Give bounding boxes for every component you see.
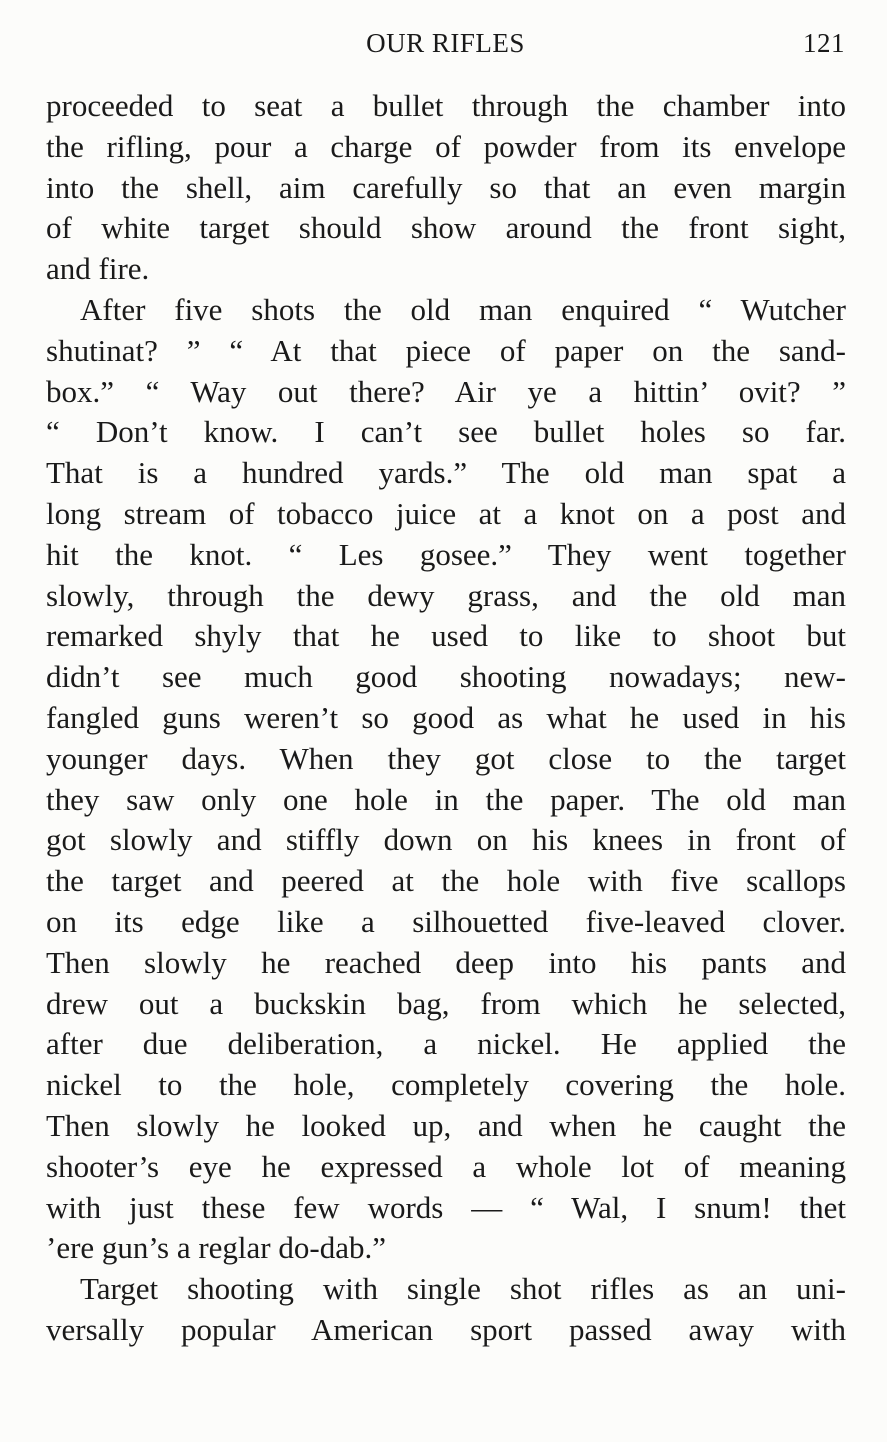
text-line: they saw only one hole in the paper. The old man [46, 781, 846, 817]
text-line: shooter’s eye he expressed a whole lot of meaning [46, 1148, 846, 1184]
text-line: and fire. [46, 251, 150, 287]
text-line: hit the knot. “ Les gosee.” They went together [46, 536, 846, 572]
running-title: OUR RIFLES [366, 28, 525, 58]
text-line: the target and peered at the hole with five scallops [46, 863, 846, 899]
text-line: got slowly and stiffly down on his knees in front of [46, 822, 846, 858]
text-line: ’ere gun’s a reglar do-dab.” [46, 1230, 386, 1266]
text-line: proceeded to seat a bullet through the chamber into [46, 88, 846, 123]
text-line: after due deliberation, a nickel. He applied the [46, 1026, 846, 1062]
text-line: versally popular American sport passed away with [46, 1311, 846, 1347]
body-text [46, 86, 846, 1351]
text-line: shutinat? ” “ At that piece of paper on the sand- [46, 332, 846, 368]
text-line: drew out a buckskin bag, from which he selected, [46, 985, 846, 1021]
text-line: of white target should show around the front sight, [46, 210, 846, 246]
text-line: Then slowly he looked up, and when he caught the [46, 1107, 846, 1143]
text-line: into the shell, aim carefully so that an even margin [46, 169, 846, 205]
paragraph-3 [46, 1269, 846, 1351]
text-line: on its edge like a silhouetted five-leaved clover. [46, 903, 846, 939]
text-line: Target shooting with single shot rifles as an uni- [80, 1271, 846, 1307]
text-line: “ Don’t know. I can’t see bullet holes so far. [46, 414, 846, 450]
paragraph-1 [46, 86, 846, 290]
text-line: That is a hundred yards.” The old man spat a [46, 455, 846, 491]
text-line: long stream of tobacco juice at a knot on a post and [46, 495, 846, 531]
page-number: 121 [803, 28, 845, 58]
text-line: box.” “ Way out there? Air ye a hittin’ ovit? ” [46, 373, 846, 409]
running-head [46, 28, 845, 68]
text-line: Then slowly he reached deep into his pants and [46, 944, 846, 980]
text-line: didn’t see much good shooting nowadays; new- [46, 659, 846, 695]
text-line: remarked shyly that he used to like to shoot but [46, 618, 846, 654]
paragraph-2 [46, 290, 846, 1269]
text-line: slowly, through the dewy grass, and the old man [46, 577, 846, 613]
text-line: the rifling, pour a charge of powder from its envelope [46, 128, 846, 164]
text-line: younger days. When they got close to the target [46, 740, 846, 776]
text-line: with just these few words — “ Wal, I snum! thet [46, 1189, 846, 1225]
text-line: nickel to the hole, completely covering the hole. [46, 1067, 846, 1103]
text-line: fangled guns weren’t so good as what he used in his [46, 699, 846, 735]
text-line: After five shots the old man enquired “ Wutcher [80, 291, 846, 327]
